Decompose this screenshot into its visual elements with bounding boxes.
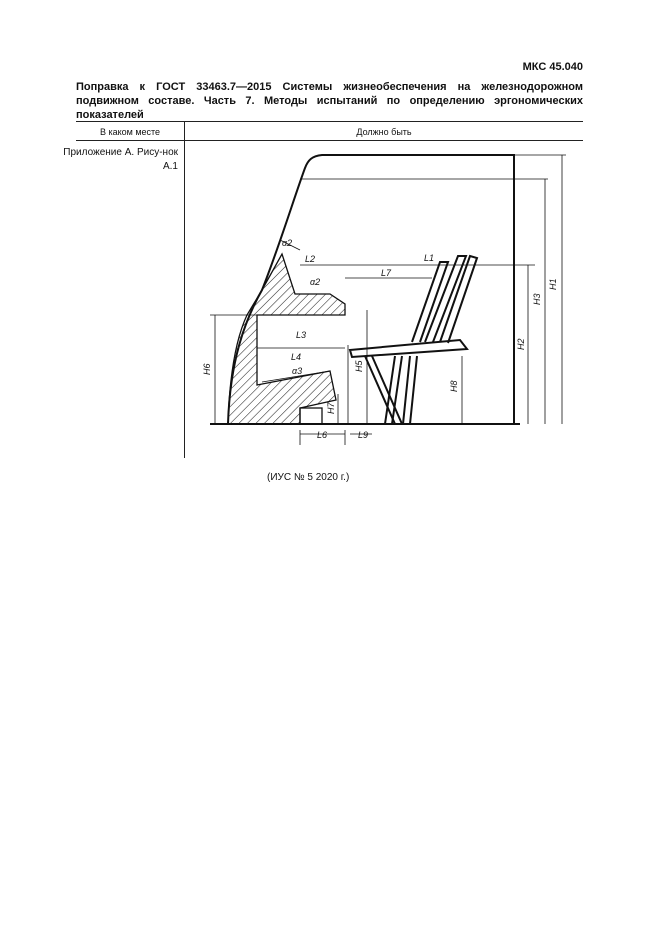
label-L4: L4 [291, 352, 302, 362]
label-alpha2-top: α2 [282, 238, 293, 248]
document-code: МКС 45.040 [522, 61, 583, 73]
label-L6: L6 [317, 430, 328, 440]
console-section [228, 254, 345, 424]
label-L1: L1 [424, 253, 435, 263]
label-H7: H7 [326, 402, 336, 414]
label-H1: H1 [548, 278, 558, 290]
column-header-place: В каком месте [99, 127, 161, 137]
seat [350, 256, 477, 424]
label-L7: L7 [381, 268, 392, 278]
label-alpha3: α3 [292, 366, 303, 376]
label-L3: L3 [296, 330, 307, 340]
label-L9: L9 [358, 430, 369, 440]
label-H6: H6 [202, 363, 212, 375]
label-H2: H2 [516, 338, 526, 350]
table-cell-place: Приложение А. Рису-нок А.1 [63, 147, 178, 172]
label-alpha2-mid: α2 [310, 277, 321, 287]
amendment-title: Поправка к ГОСТ 33463.7—2015 Системы жизнеобеспечения на железнодорожном подвижном составе. Часть 7. Методы испытаний по определению эргономических показателей [76, 81, 583, 121]
label-L2: L2 [305, 254, 316, 264]
label-H3: H3 [532, 293, 542, 305]
label-H5: H5 [354, 360, 364, 372]
column-header-should-be: Должно быть [356, 127, 412, 137]
footer-issue: (ИУС № 5 2020 г.) [267, 472, 350, 483]
label-H8: H8 [449, 380, 459, 392]
footrest-box [300, 408, 322, 424]
